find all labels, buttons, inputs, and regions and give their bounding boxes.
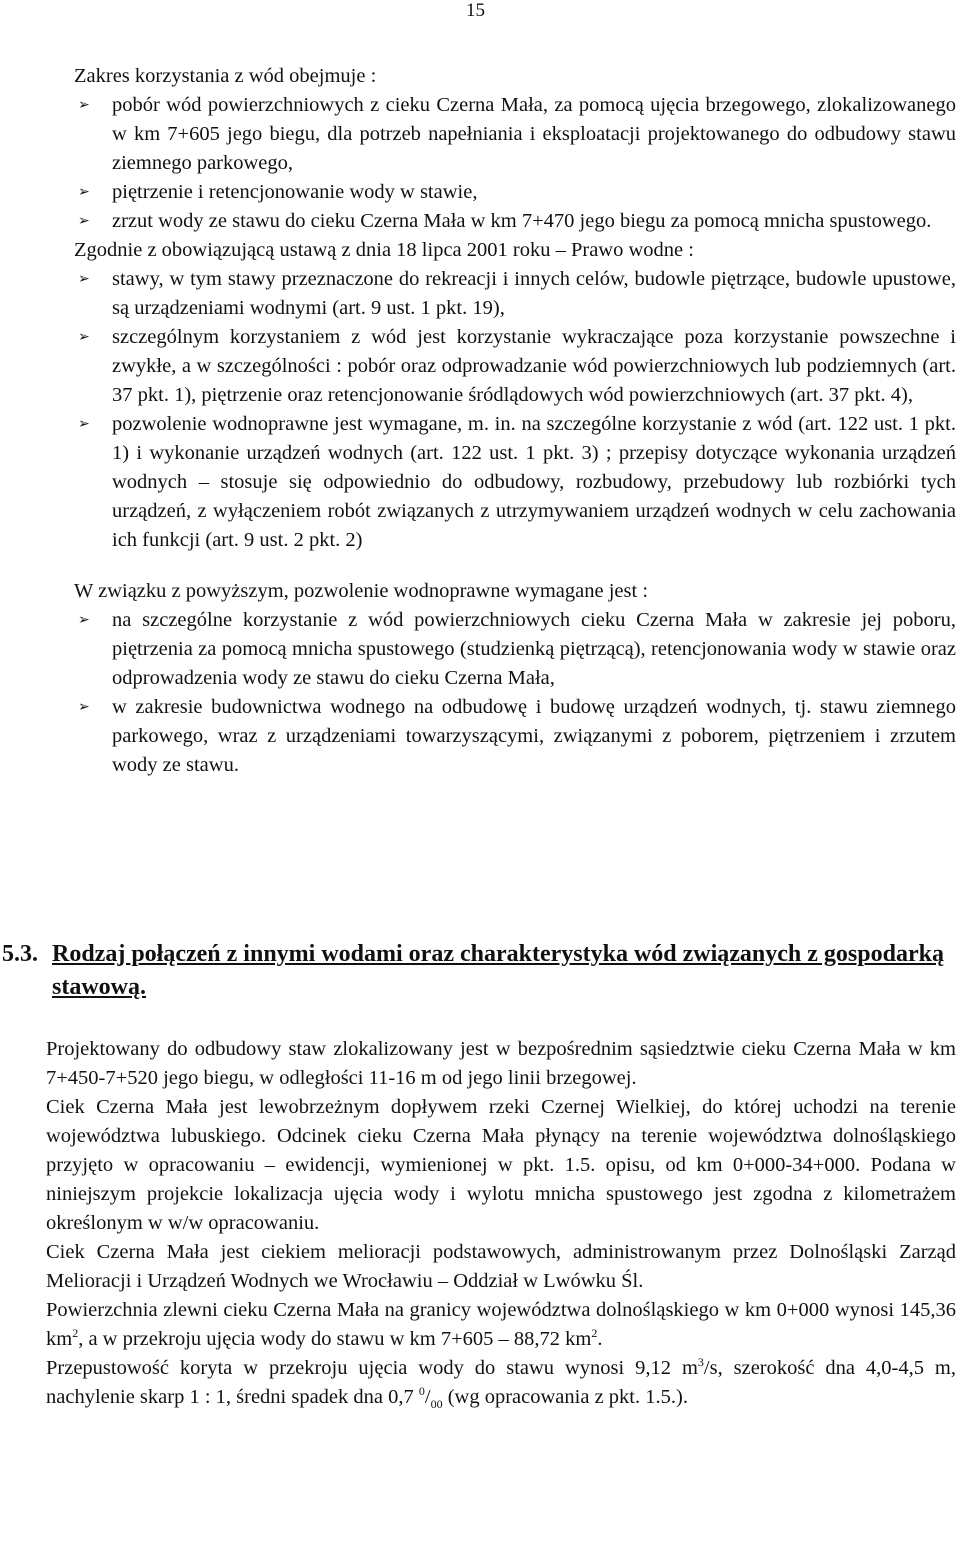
intro-heading: Zakres korzystania z wód obejmuje : [74,65,377,87]
section-number: 5.3. [2,941,38,967]
list-item: ➢ pobór wód powierzchniowych z cieku Czerna Mała, za pomocą ujęcia brzegowego, zlokalizowanego w km 7+605 jego biegu, dla potrzeb napełniania i eksploatacji projektowanego do odbudowy stawu ziemnego parkowego, [74,91,956,178]
intro-list [74,91,956,236]
list-item: ➢ stawy, w tym stawy przeznaczone do rekreacji i innych celów, budowle piętrzące, budowle upustowe, są urządzeniami wodnymi (art. 9 ust. 1 pkt. 19), [74,265,956,323]
arrow-bullet-icon: ➢ [78,612,90,628]
law-heading: Zgodnie z obowiązującą ustawą z dnia 18 lipca 2001 roku – Prawo wodne : [74,239,694,261]
section-heading [2,938,960,1004]
paragraph-catchment: Powierzchnia zlewni cieku Czerna Mała na granicy województwa dolnośląskiego w km 0+000 wynosi 145,36 $km^2$, a w przekroju ujęcia wody do stawu w km 7+605 – 88,72 $km^2$. [46,1299,956,1350]
list-item: ➢ w zakresie budownictwa wodnego na odbudowę i budowę urządzeń wodnych, tj. stawu ziemnego parkowego, wraz z urządzeniami towarzyszącymi, związanymi z poborem, piętrzeniem i zrzutem wody ze stawu. [74,693,956,780]
paragraph-watercourse: Ciek Czerna Mała jest lewobrzeżnym dopływem rzeki Czernej Wielkiej, do której uchodzi na terenie województwa lubuskiego. Odcinek cieku Czerna Mała płynący na terenie województwa dolnośląskiego przyjęto w opracowaniu – ewidencji, wymienionej w pkt. 1.5. opisu, od km 0+000-34+000. Podana w niniejszym projekcie lokalizacja ujęcia wody i wylotu mnicha spustowego jest zgodna z kilometrażem określonym w w/w opracowaniu. [46,1096,956,1234]
permit-list [74,606,956,780]
paragraph-administrator: Ciek Czerna Mała jest ciekiem melioracji podstawowych, administrowanym przez Dolnośląski Zarząd Melioracji i Urządzeń Wodnych we Wrocławiu – Oddział w Lwówku Śl. [46,1241,956,1292]
arrow-bullet-icon: ➢ [78,329,90,345]
paragraph-location: Projektowany do odbudowy staw zlokalizowany jest w bezpośrednim sąsiedztwie cieku Czerna Mała w km 7+450-7+520 jego biegu, w odległości 11-16 m od jego linii brzegowej. [46,1038,956,1089]
section-title: Rodzaj połączeń z innymi wodami oraz charakterystyka wód związanych z gospodarką stawową. [52,941,944,1000]
arrow-bullet-icon: ➢ [78,271,90,287]
list-item: ➢ zrzut wody ze stawu do cieku Czerna Mała w km 7+470 jego biegu za pomocą mnicha spustowego. [74,207,956,236]
arrow-bullet-icon: ➢ [78,97,90,113]
section-body [46,1035,956,1412]
arrow-bullet-icon: ➢ [78,416,90,432]
page-number: 15 [466,0,485,21]
arrow-bullet-icon: ➢ [78,213,90,229]
document-body [74,62,956,780]
list-item: ➢ szczególnym korzystaniem z wód jest korzystanie wykraczające poza korzystanie powszechne i zwykłe, a w szczególności : pobór oraz odprowadzanie wód powierzchniowych lub podziemnych (art. 37 pkt. 1), piętrzenie oraz retencjonowanie śródlądowych wód powierzchniowych (art. 37 pkt. 4), [74,323,956,410]
arrow-bullet-icon: ➢ [78,184,90,200]
law-list [74,265,956,555]
permit-heading: W związku z powyższym, pozwolenie wodnoprawne wymagane jest : [74,580,649,602]
paragraph-capacity: Przepustowość koryta w przekroju ujęcia wody do stawu wynosi 9,12 $m^3/s$, szerokość dna 4,0-4,5 m, nachylenie skarp 1 : 1, średni spadek dna 0,7 $^0/_{00}$ (wg opracowania z pkt. 1.5.). [46,1355,956,1412]
list-item: ➢ na szczególne korzystanie z wód powierzchniowych cieku Czerna Mała w zakresie jej poboru, piętrzenia za pomocą mnicha spustowego (studzienką piętrzącą), retencjonowania wody w stawie oraz odprowadzenia wody ze stawu do cieku Czerna Mała, [74,606,956,693]
arrow-bullet-icon: ➢ [78,699,90,715]
list-item: ➢ piętrzenie i retencjonowanie wody w stawie, [74,178,956,207]
list-item: ➢ pozwolenie wodnoprawne jest wymagane, m. in. na szczególne korzystanie z wód (art. 122 ust. 1 pkt. 1) i wykonanie urządzeń wodnych (art. 122 ust. 1 pkt. 3) ; przepisy dotyczące wykonania urządzeń wodnych – stosuje się odpowiednio do odbudowy, rozbudowy, przebudowy lub rozbiórki tych urządzeń, z wyłączeniem robót związanych z utrzymywaniem urządzeń wodnych w celu zachowania ich funkcji (art. 9 ust. 2 pkt. 2) [74,410,956,555]
